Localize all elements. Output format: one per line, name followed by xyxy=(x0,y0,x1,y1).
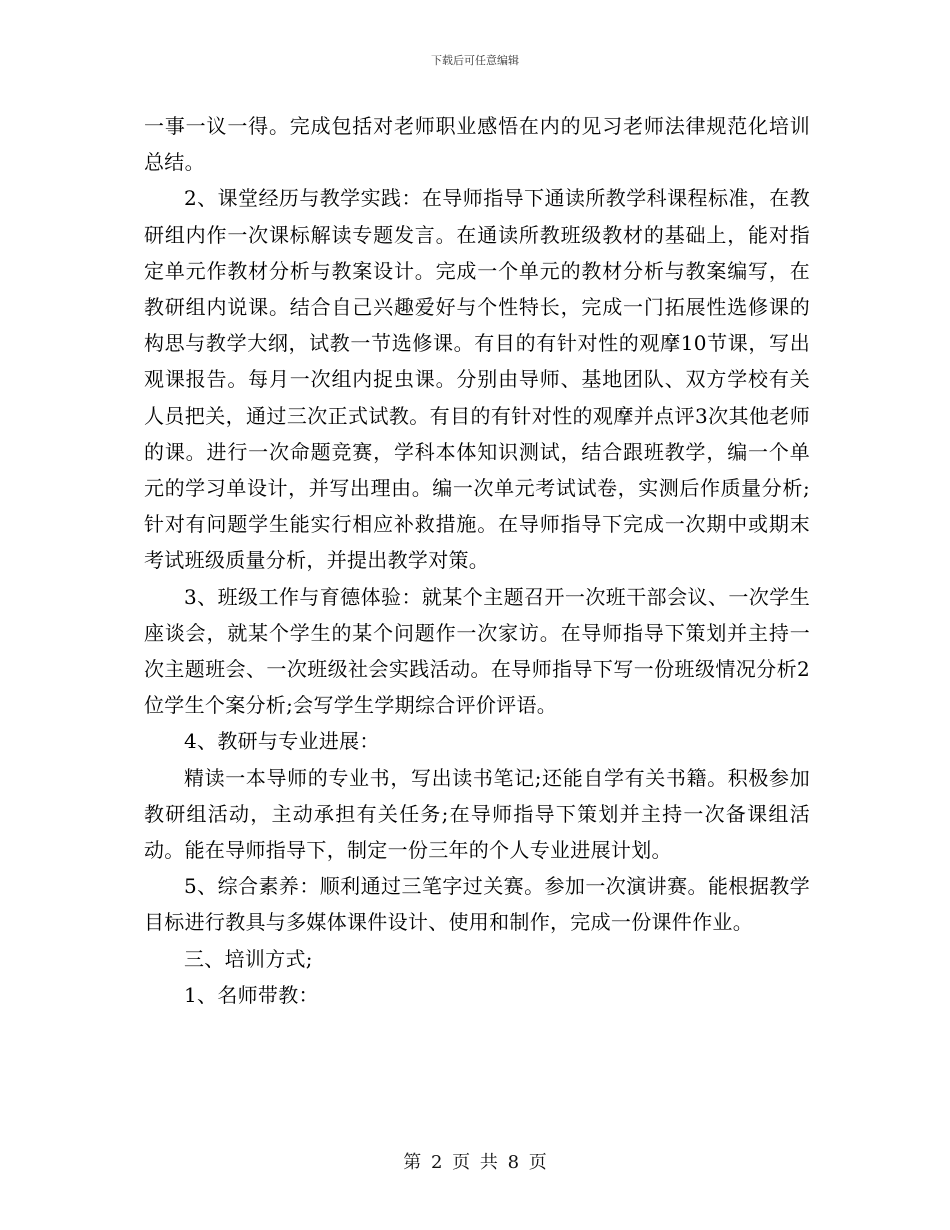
paragraph-1: 一事一议一得。完成包括对老师职业感悟在内的见习老师法律规范化培训总结。 xyxy=(144,114,810,175)
paragraph-6: 5、综合素养：顺利通过三笔字过关赛。参加一次演讲赛。能根据教学目标进行教具与多媒体课件设计、使用和制作，完成一份课件作业。 xyxy=(144,874,810,935)
paragraph-4-heading: 4、教研与专业进展： xyxy=(184,729,380,754)
document-body xyxy=(144,108,810,1013)
section-heading-training-methods: 三、培训方式; xyxy=(184,946,313,971)
paragraph-5: 精读一本导师的专业书，写出读书笔记;还能自学有关书籍。积极参加教研组活动，主动承担有关任务;在导师指导下策划并主持一次备课组活动。能在导师指导下，制定一份三年的个人专业进展计划。 xyxy=(144,765,810,863)
page-footer: 第 2 页 共 8 页 xyxy=(403,1152,547,1173)
subheading-mentor-teaching: 1、名师带教： xyxy=(184,982,319,1007)
page-header: 下载后可任意编辑 xyxy=(431,54,519,67)
paragraph-3: 3、班级工作与育德体验：就某个主题召开一次班干部会议、一次学生座谈会，就某个学生的某个问题作一次家访。在导师指导下策划并主持一次主题班会、一次班级社会实践活动。在导师指导下写一份班级情况分析2位学生个案分析;会写学生学期综合评价评语。 xyxy=(144,584,810,718)
paragraph-2: 2、课堂经历与教学实践：在导师指导下通读所教学科课程标准，在教研组内作一次课标解读专题发言。在通读所教班级教材的基础上，能对指定单元作教材分析与教案设计。完成一个单元的教材分析与教案编写，在教研组内说课。结合自己兴趣爱好与个性特长，完成一门拓展性选修课的构思与教学大纲，试教一节选修课。有目的有针对性的观摩10节课，写出观课报告。每月一次组内捉虫课。分别由导师、基地团队、双方学校有关人员把关，通过三次正式试教。有目的有针对性的观摩并点评3次其他老师的课。进行一次命题竞赛，学科本体知识测试，结合跟班教学，编一个单元的学习单设计，并写出理由。编一次单元考试试卷，实测后作质量分析;针对有问题学生能实行相应补救措施。在导师指导下完成一次期中或期末考试班级质量分析，并提出教学对策。 xyxy=(144,186,810,573)
